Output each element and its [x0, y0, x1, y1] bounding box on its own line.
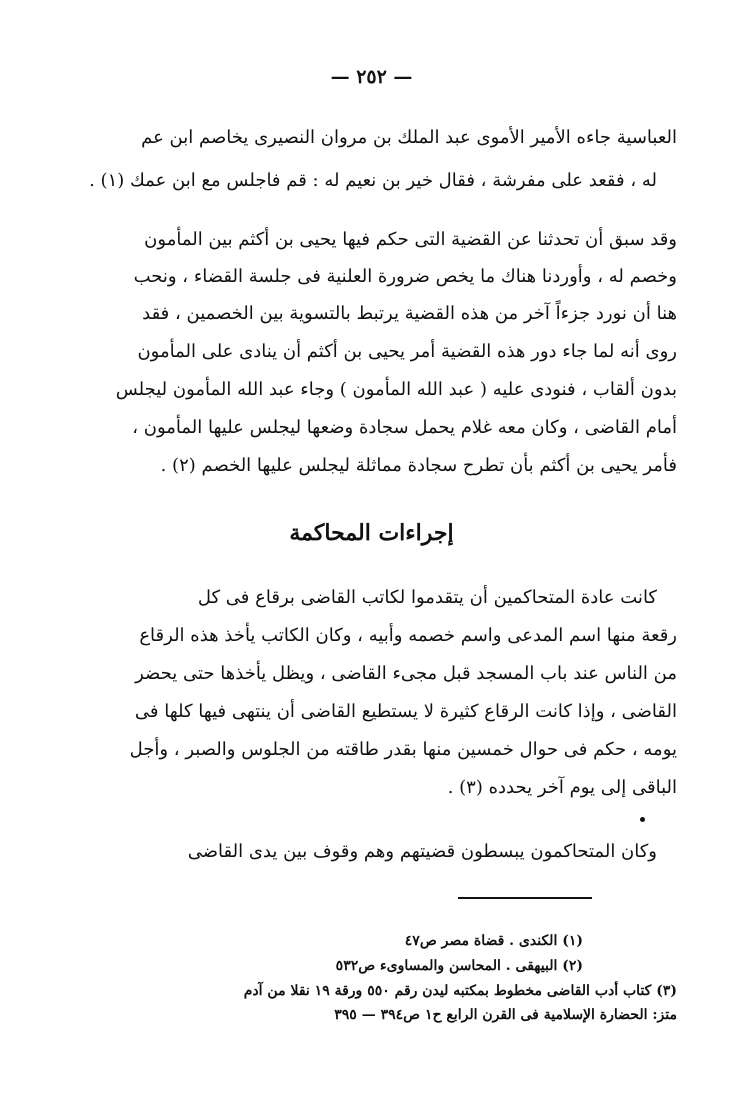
paragraph-2-line-4: روى أنه لما جاء دور هذه القضية أمر يحيى بن أكثم أن ينادى على المأمون [137, 341, 677, 362]
paragraph-2-line-7: فأمر يحيى بن أكثم بأن تطرح سجادة مماثلة ليجلس عليها الخصم (٢) . [160, 455, 677, 476]
paragraph-2-line-6: أمام القاضى ، وكان معه غلام يحمل سجادة وضعها ليجلس عليها المأمون ، [132, 417, 677, 438]
paragraph-2-line-2: وخصم له ، وأوردنا هناك ما يخص ضرورة العلنية فى جلسة القضاء ، ونحب [133, 266, 677, 287]
footnote-2: (٢) البيهقى . المحاسن والمساوىء ص٥٣٢ [335, 958, 583, 974]
paragraph-1-line-2: له ، فقعد على مفرشة ، فقال خير بن نعيم له : قم فاجلس مع ابن عمك (١) . [89, 170, 657, 191]
paragraph-3-line-4: القاضى ، وإذا كانت الرقاع كثيرة لا يستطيع القاضى أن ينتهى فيها كلها فى [134, 701, 677, 722]
footnote-separator [458, 897, 592, 899]
paragraph-3-line-3: من الناس عند باب المسجد قبل مجىء القاضى ، ويظل يأخذها حتى يحضر [135, 663, 677, 684]
paragraph-2-line-3: هنا أن نورد جزءاً آخر من هذه القضية يرتبط بالتسوية بين الخصمين ، فقد [142, 303, 677, 324]
paragraph-2-line-1: وقد سبق أن تحدثنا عن القضية التى حكم فيها يحيى بن أكثم بين المأمون [144, 229, 677, 250]
paragraph-3-line-2: رقعة منها اسم المدعى واسم خصمه وأبيه ، وكان الكاتب يأخذ هذه الرقاع [139, 625, 677, 646]
ink-speck [640, 817, 645, 822]
footnote-3-continued: متز: الحضارة الإسلامية فى القرن الرابع ح١ ص٣٩٤ — ٣٩٥ [334, 1007, 677, 1023]
paragraph-3-line-6: الباقى إلى يوم آخر يحدده (٣) . [447, 777, 677, 798]
footnote-1: (١) الكندى . قضاة مصر ص٤٧ [404, 933, 583, 949]
section-heading: إجراءات المحاكمة [289, 520, 454, 546]
footnote-3: (٣) كتاب أدب القاضى مخطوط بمكتبه ليدن رقم ٥٥٠ ورقة ١٩ نقلا من آدم [243, 983, 677, 999]
paragraph-3-line-1: كانت عادة المتحاكمين أن يتقدموا لكاتب القاضى برقاع فى كل [197, 587, 657, 608]
paragraph-3-line-5: يومه ، حكم فى حوال خمسين منها بقدر طاقته من الجلوس والصبر ، وأجل [129, 739, 677, 760]
page-number: — ٢٥٢ — [330, 66, 413, 88]
paragraph-4-line-1: وكان المتحاكمون يبسطون قضيتهم وهم وقوف بين يدى القاضى [187, 841, 657, 862]
paragraph-2-line-5: بدون ألقاب ، فنودى عليه ( عبد الله المأمون ) وجاء عبد الله المأمون ليجلس [115, 379, 677, 400]
paragraph-1-line-1: العباسية جاءه الأمير الأموى عبد الملك بن مروان النصيرى يخاصم ابن عم [141, 127, 677, 148]
